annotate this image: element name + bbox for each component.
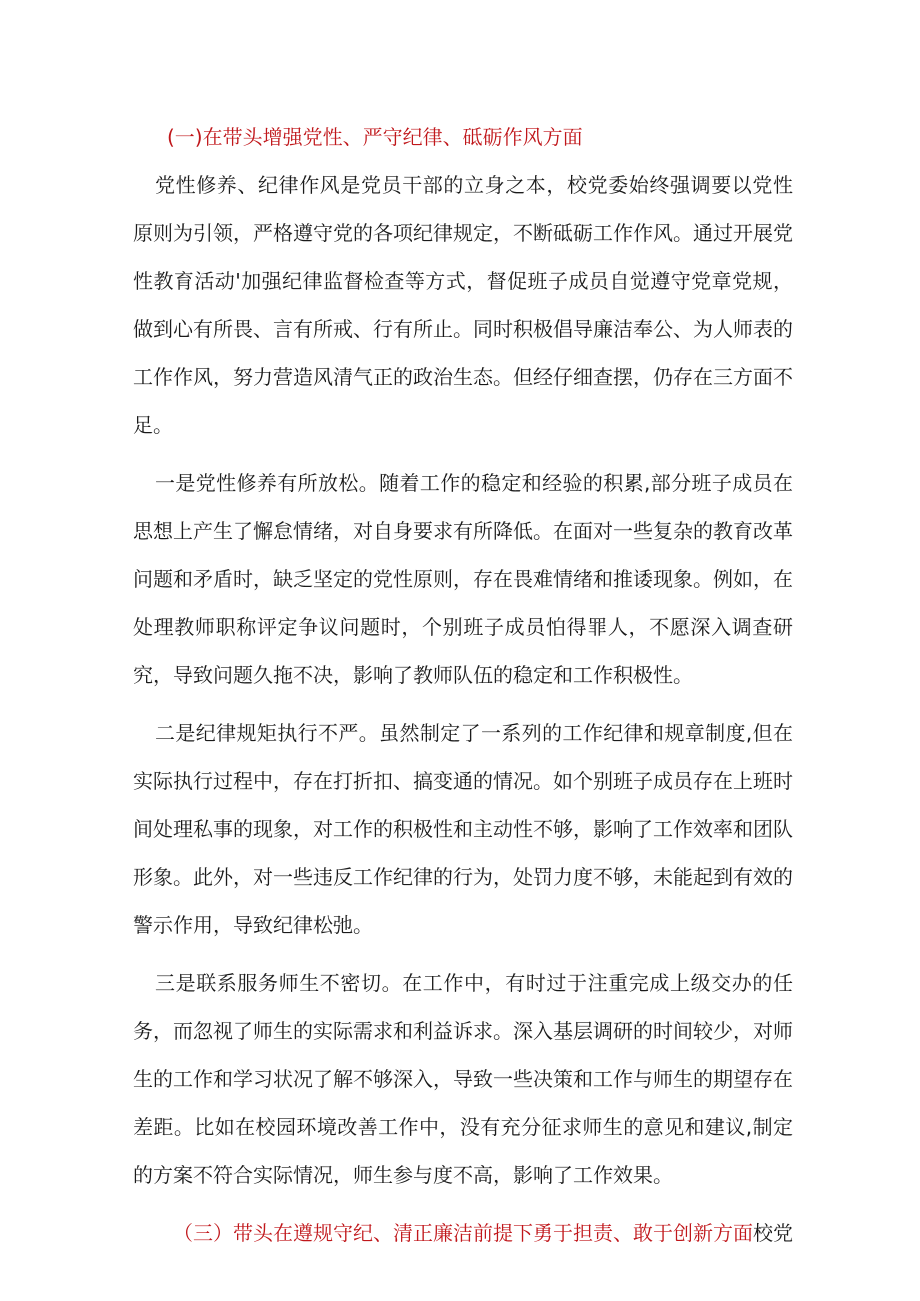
paragraph-intro: 党性修养、纪律作风是党员干部的立身之本，校党委始终强调要以党性原则为引领，严格遵守党的各项纪律规定，不断砥砺工作作风。通过开展党性教育活动'加强纪律监督检查等方式，督促班子成员自觉遵守党章党规，做到心有所畏、言有所戒、行有所止。同时积极倡导廉洁奉公、为人师表的工作作风，努力营造风清气正的政治生态。但经仔细查摆，仍存在三方面不足。: [133, 173, 793, 437]
paragraph-point-two: 二是纪律规矩执行不严。虽然制定了一系列的工作纪律和规章制度,但在实际执行过程中，存在打折扣、搞变通的情况。如个别班子成员存在上班时间处理私事的现象，对工作的积极性和主动性不够，影响了工作效率和团队形象。此外，对一些违反工作纪律的行为，处罚力度不够，未能起到有效的警示作用，导致纪律松弛。: [133, 721, 793, 937]
paragraph-point-three: 三是联系服务师生不密切。在工作中，有时过于注重完成上级交办的任务，而忽视了师生的实际需求和利益诉求。深入基层调研的时间较少，对师生的工作和学习状况了解不够深入，导致一些决策和工作与师生的期望存在差距。比如在校园环境改善工作中，没有充分征求师生的意见和建议,制定的方案不符合实际情况，师生参与度不高，影响了工作效果。: [133, 971, 793, 1187]
section-heading: (一)在带头增强党性、严守纪律、砥砺作风方面: [167, 125, 583, 149]
next-section-continuation: 校党: [753, 1221, 793, 1245]
paragraph-point-one: 一是党性修养有所放松。随着工作的稳定和经验的积累,部分班子成员在思想上产生了懈怠情绪，对自身要求有所降低。在面对一些复杂的教育改革问题和矛盾时，缺乏坚定的党性原则，存在畏难情绪和推诿现象。例如，在处理教师职称评定争议问题时，个别班子成员怕得罪人，不愿深入调查研究，导致问题久拖不决，影响了教师队伍的稳定和工作积极性。: [133, 471, 793, 687]
document-body: [133, 113, 793, 1257]
next-section-heading: （三）带头在遵规守纪、清正廉洁前提下勇于担责、敢于创新方面: [173, 1221, 753, 1245]
next-section-line: [133, 1209, 793, 1257]
